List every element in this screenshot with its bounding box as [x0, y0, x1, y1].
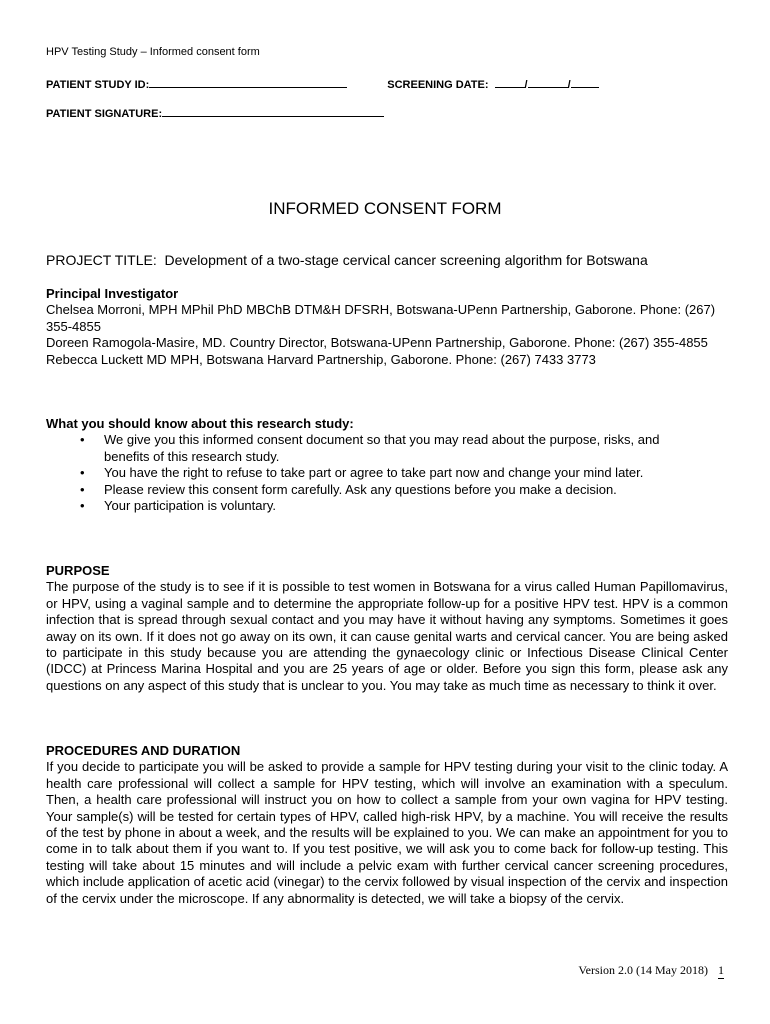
patient-study-id-label: PATIENT STUDY ID:	[46, 79, 150, 91]
form-title: INFORMED CONSENT FORM	[268, 199, 502, 218]
screening-date-day-line[interactable]	[495, 77, 525, 88]
investigators-heading: Principal Investigator	[46, 286, 179, 301]
screening-date-label: SCREENING DATE:	[387, 79, 489, 91]
screening-date-year-line[interactable]	[571, 77, 599, 88]
project-title-label: PROJECT TITLE:	[46, 252, 157, 268]
know-heading: What you should know about this research study:	[46, 416, 354, 431]
investigator-line: Rebecca Luckett MD MPH, Botswana Harvard Partnership, Gaborone. Phone: (267) 7433 3773	[46, 351, 596, 367]
list-item: • You have the right to refuse to take part or agree to take part now and change your mind later.	[46, 465, 728, 481]
procedures-text: If you decide to participate you will be asked to provide a sample for HPV testing during your visit to the clinic today. A health care professional will collect a sample for HPV testing, which will involve an examination with a speculum. Then, a health care professional will instruct you on how to collect a sample from your own vagina for HPV testing. Your sample(s) will be tested for certain types of HPV, called high-risk HPV, by a machine. You will receive the results of the test by phone in about a week, and the results will be explained to you. We can make an appointment for you to come in to talk about them if you want to. If you test positive, we will ask you to come back for follow-up testing. This testing will take about 15 minutes and will include a pelvic exam with further cervical cancer screening procedures, which include application of acetic acid (vinegar) to the cervix followed by visual inspection of the cervix and inspection of the cervix under the microscope. If any abnormality is detected, we will take a biopsy of the cervix.	[46, 759, 728, 906]
investigator-line: Doreen Ramogola-Masire, MD. Country Director, Botswana-UPenn Partnership, Gaborone. Phone: (267) 355-4855	[46, 335, 708, 351]
project-title	[46, 252, 648, 268]
patient-study-id-line[interactable]	[149, 77, 347, 88]
purpose-heading: PURPOSE	[46, 563, 110, 578]
investigators-section	[46, 286, 728, 368]
purpose-section	[46, 563, 728, 694]
date-separator-1: /	[524, 79, 528, 91]
patient-signature-line[interactable]	[162, 106, 384, 117]
id-date-row	[46, 77, 599, 91]
purpose-text: The purpose of the study is to see if it is possible to test women in Botswana for a virus called Human Papillomavirus, or HPV, using a vaginal sample and to determine the appropriate follow-up for a positive HPV test. HPV is a common infection that is spread through sexual contact and you may have it without having any symptoms. Sometimes it goes away on its own. If it does not go away on its own, it can cause genital warts and cervical cancer. You are being asked to participate in this study because you are attending the gynaecology clinic or Infectious Disease Clinical Center (IDCC) at Princess Marina Hospital and you are 25 years of age or older. Before you sign this form, please ask any questions on any aspect of this study that is unclear to you. You may take as much time as necessary to think it over.	[46, 579, 728, 693]
investigator-line: Chelsea Morroni, MPH MPhil PhD MBChB DTM&H DFSRH, Botswana-UPenn Partnership, Gaborone. Phone: (267) 355-4855	[46, 302, 716, 334]
document-header: HPV Testing Study – Informed consent form	[46, 46, 260, 58]
date-separator-2: /	[567, 79, 571, 91]
know-section	[46, 416, 728, 514]
version-label: Version 2.0 (14 May 2018)	[578, 963, 708, 977]
procedures-section	[46, 743, 728, 907]
list-item: • Your participation is voluntary.	[46, 498, 728, 514]
page-number: 1	[718, 963, 724, 977]
project-title-text: Development of a two-stage cervical cancer screening algorithm for Botswana	[164, 252, 648, 268]
list-item: • We give you this informed consent document so that you may read about the purpose, risks, and benefits of this research study.	[46, 432, 728, 465]
patient-signature-label: PATIENT SIGNATURE:	[46, 108, 163, 120]
signature-row	[46, 106, 384, 120]
screening-date-month-line[interactable]	[528, 77, 568, 88]
procedures-heading: PROCEDURES AND DURATION	[46, 743, 241, 758]
page-footer	[578, 963, 724, 979]
list-item: • Please review this consent form carefully. Ask any questions before you make a decision.	[46, 482, 728, 498]
know-bullet-list	[46, 432, 728, 514]
